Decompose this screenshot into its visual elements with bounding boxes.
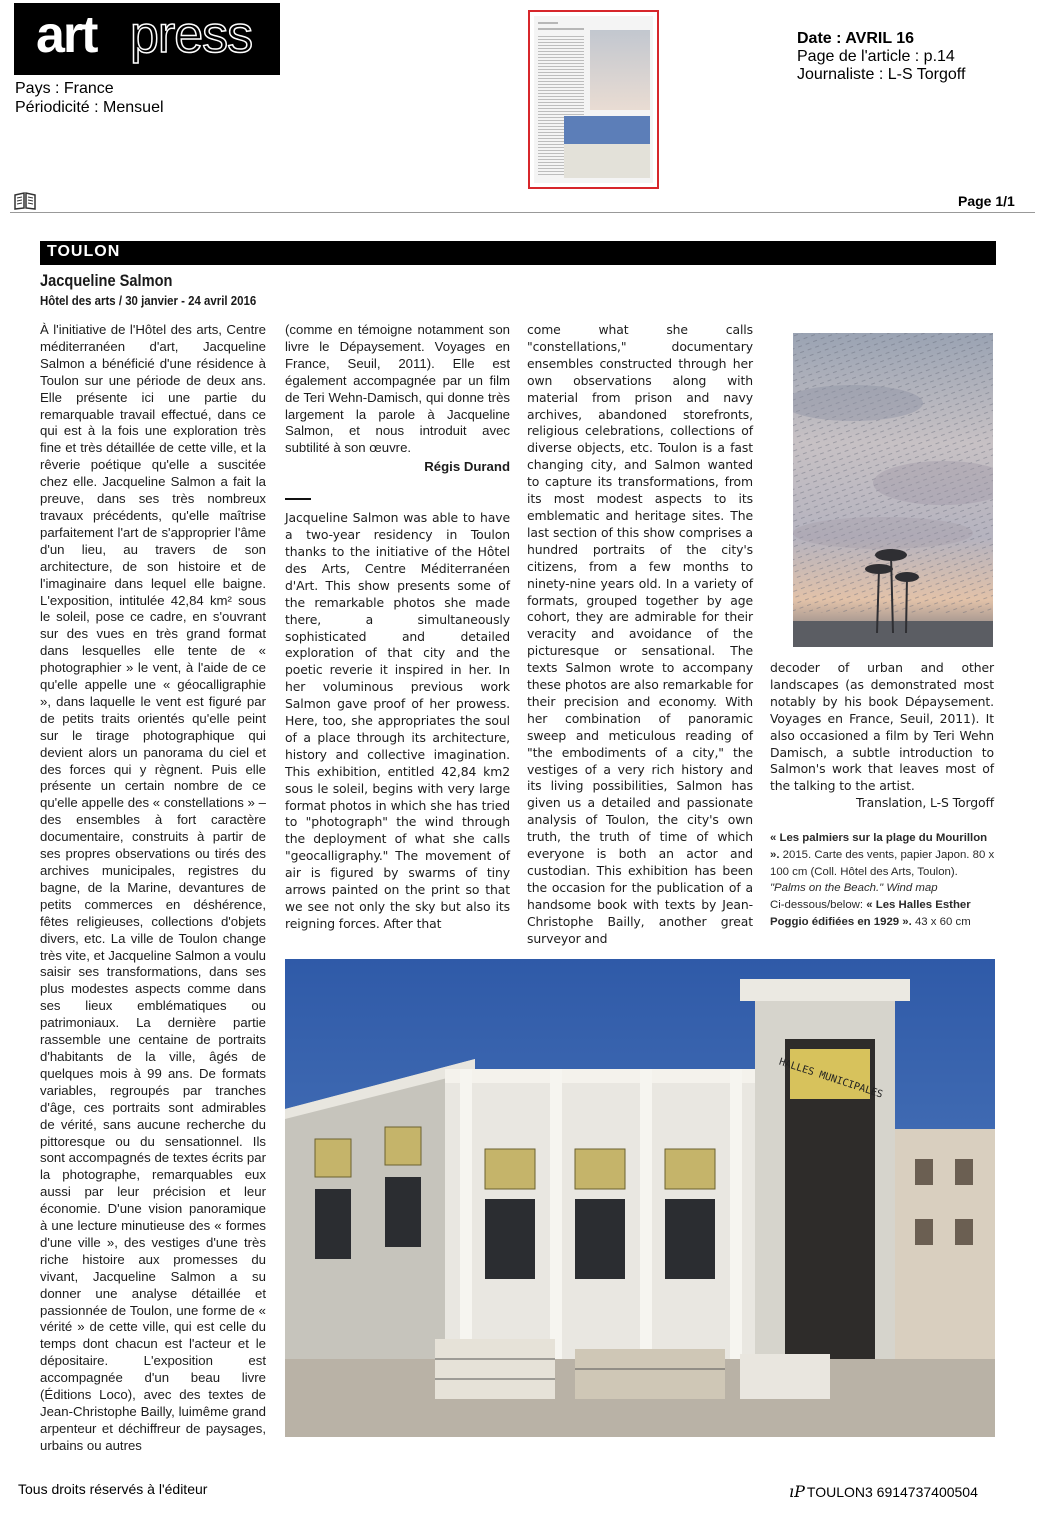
- thumbnail-palms-image: [590, 30, 650, 110]
- thumbnail-building-image: [564, 116, 650, 178]
- article-code-value: TOULON3 6914737400504: [806, 1484, 978, 1500]
- header-divider: [10, 212, 1035, 213]
- caption-halles-title: « Les Halles Esther Poggio édifiées en 1929 ».: [770, 899, 971, 928]
- photo-caption: [770, 830, 996, 931]
- caption-palms-title: « Les palmiers sur la plage du Mourillon ».: [770, 832, 988, 861]
- palms-on-the-beach-photo: [793, 333, 993, 647]
- article-column-english: [527, 322, 753, 948]
- english-body-middle: come what she calls "constellations," documentary ensembles constructed through her own observations along with material from prison and navy archives, abandoned storefronts, religious celebrations, collections of diverse objects, etc. Toulon is a fast changing city, and Salmon wanted to capture its transformations, from its most modest aspects to its emblematic and heritage sites. The last section of this show comprises a hundred portraits of the city's citizens, from a few months to ninety-nine years old. In a variety of formats, grouped together by age cohort, they are admirable for their veracity and avoidance of the picturesque or sensational. The texts Salmon wrote to accompany these photos are also remarkable for their precision and economy. With her combination of panoramic sweep and meticulous reading of "the embodiments of a city," the vestiges of a very rich history and its living possibilities, Salmon has given us a detailed and passionate analysis of Toulon, the city's own truth, the truth of time of which everyone is both an actor and custodian. This exhibition has been the occasion for the publication of a handsome book with texts by Jean-Christophe Bailly, another great surveyor and: [527, 322, 753, 946]
- caption-palms-english: "Palms on the Beach." Wind map: [770, 882, 938, 895]
- artpress-logo: [14, 3, 280, 75]
- logo-art: art: [36, 6, 97, 64]
- author-signature: Régis Durand: [424, 459, 510, 475]
- article-page-label: Page de l'article : p.14: [797, 48, 955, 65]
- rights-notice: Tous droits réservés à l'éditeur: [18, 1481, 208, 1497]
- page-thumbnail[interactable]: [528, 10, 659, 189]
- logo-press: press: [130, 6, 253, 64]
- journalist-label: Journaliste : L-S Torgoff: [797, 66, 966, 83]
- english-body-start: Jacqueline Salmon was able to have a two-year residency in Toulon thanks to the initiative of the Hôtel des Arts, Centre Méditerranéen d'Art. This show presents some of the remarkable photos she made there, a simultaneously sophisticated and detailed exploration of that city and the poetic reverie it inspired in her. In her voluminous previous work Salmon gave proof of her prowess. Here, too, she appropriates the soul of a place through its architecture, history and collective imagination. This exhibition, entitled 42,84 km2 sous le soleil, begins with very large format photos in which she has tried to "photograph" the wind through the deployment of what she calls "geocalligraphy." The movement of air is figured by swarms of tiny arrows painted on the print so that we see not only the sky but also its reigning forces. After that: [285, 510, 510, 931]
- french-body-end: (comme en témoigne notamment son livre le Dépaysement. Voyages en France, Seuil, 2011). Elle est également accompagnée par un film de Teri Wehn-Damisch, qui donne très largement la parole à Jacqueline Salmon, et nous introduit avec subtilité à son œuvre.: [285, 322, 510, 456]
- country-label: Pays : France: [15, 80, 114, 97]
- article-meta: [797, 30, 965, 84]
- page-number: Page 1/1: [958, 193, 1015, 209]
- caption-halles-size: 43 x 60 cm: [911, 915, 971, 928]
- article-title: Jacqueline Salmon: [40, 271, 173, 290]
- article-column-2: [285, 322, 510, 933]
- translation-credit: Translation, L-S Torgoff: [855, 795, 994, 811]
- publication-meta: [15, 79, 164, 117]
- section-label: TOULON: [47, 243, 121, 260]
- english-body-end: decoder of urban and other landscapes (as demonstrated most notably by his book Dépaysement. Voyages en France, Seuil, 2011). It also occasioned a film by Teri Wehn Damisch, a subtle introduction to Salmon's work that leaves most of the talking to the artist.: [770, 660, 994, 794]
- article-column-french: [40, 322, 266, 1455]
- p-logo-icon: ıP: [789, 1482, 805, 1501]
- section-banner: [40, 241, 996, 265]
- article-code: [789, 1482, 978, 1501]
- periodicity-label: Périodicité : Mensuel: [15, 99, 164, 116]
- article-column-english-end: [770, 660, 994, 812]
- building-sign: HALLES MUNICIPALES: [777, 1056, 885, 1101]
- date-label: Date : AVRIL 16: [797, 30, 915, 47]
- caption-below-label: Ci-dessous/below:: [770, 899, 867, 912]
- article-subtitle: Hôtel des arts / 30 janvier - 24 avril 2016: [40, 293, 257, 308]
- book-icon[interactable]: [14, 192, 36, 210]
- caption-palms-details: 2015. Carte des vents, papier Japon. 80 x 100 cm (Coll. Hôtel des Arts, Toulon).: [770, 848, 995, 878]
- french-body: À l'initiative de l'Hôtel des arts, Centre méditerranéen d'art, Jacqueline Salmon a bénéficié d'une résidence à Toulon sur une période de deux ans. Elle présente ici une partie du remarquable travail effectué, dans ce qui est à la fois une exploration très fine et très détaillée de cette ville, et la rêverie poétique qu'elle a suscitée chez elle. Jacqueline Salmon a fait la preuve, dans ses très nombreux travaux précédents, qu'elle maîtrise parfaitement l'art de s'approprier l'âme d'un lieu, au travers de son architecture, de son histoire et de l'imaginaire dans lequel elle baigne. L'exposition, intitulée 42,84 km² sous le soleil, pose ce cadre, en s'ouvrant sur des vues en très grand format dans lesquelles elle tente de « photographier » le vent, à l'aide de ce qu'elle appelle une « géocalligraphie », dans laquelle le vent est figuré par de petits traits orientés qu'elle peint sur le tirage photographique qui devient alors un panorama du ciel et des forces qui y règnent. Puis elle présente un certain nombre de ce qu'elle appelle des « constellations » – des ensembles à fort caractère documentaire, construits à partir de ses propres observations ou tirés des archives municipales, registres du bagne, de la Marine, devantures de petits commerces en déshérence, fêtes religieuses, collections d'objets divers, etc. La ville de Toulon change très vite, et Jacqueline Salmon a voulu saisir ses transformations, dans ses plus modestes aspects comme dans ses lieux emblématiques ou patrimoniaux. La dernière partie rassemble une centaine de portraits d'habitants de la ville, âgés de quelques mois à 99 ans. De formats variables, regroupés par tranches d'âge, ces portraits sont admirables de vérité, sans aucune recherche du pittoresque ou du sensationnel. Ils sont accompagnés de textes écrits par la photographe, remarquables eux aussi par leur précision et leur économie. D'une vision panoramique à une lecture minutieuse des « formes d'une ville », des vestiges d'une très riche histoire aux promesses du vivant, Jacqueline Salmon a su donner une analyse détaillée et passionnée de Toulon, une forme de « vérité » de cette ville, qui est celle du temps dont chacun est l'acteur et le dépositaire. L'exposition est accompagnée d'un beau livre (Éditions Loco), avec des textes de Jean-Christophe Bailly, luimême grand arpenteur et déchiffreur de paysages, urbains ou autres: [40, 322, 266, 1453]
- language-divider: [285, 498, 311, 500]
- thumbnail-preview: [534, 16, 653, 183]
- halles-esther-poggio-photo: [285, 959, 995, 1437]
